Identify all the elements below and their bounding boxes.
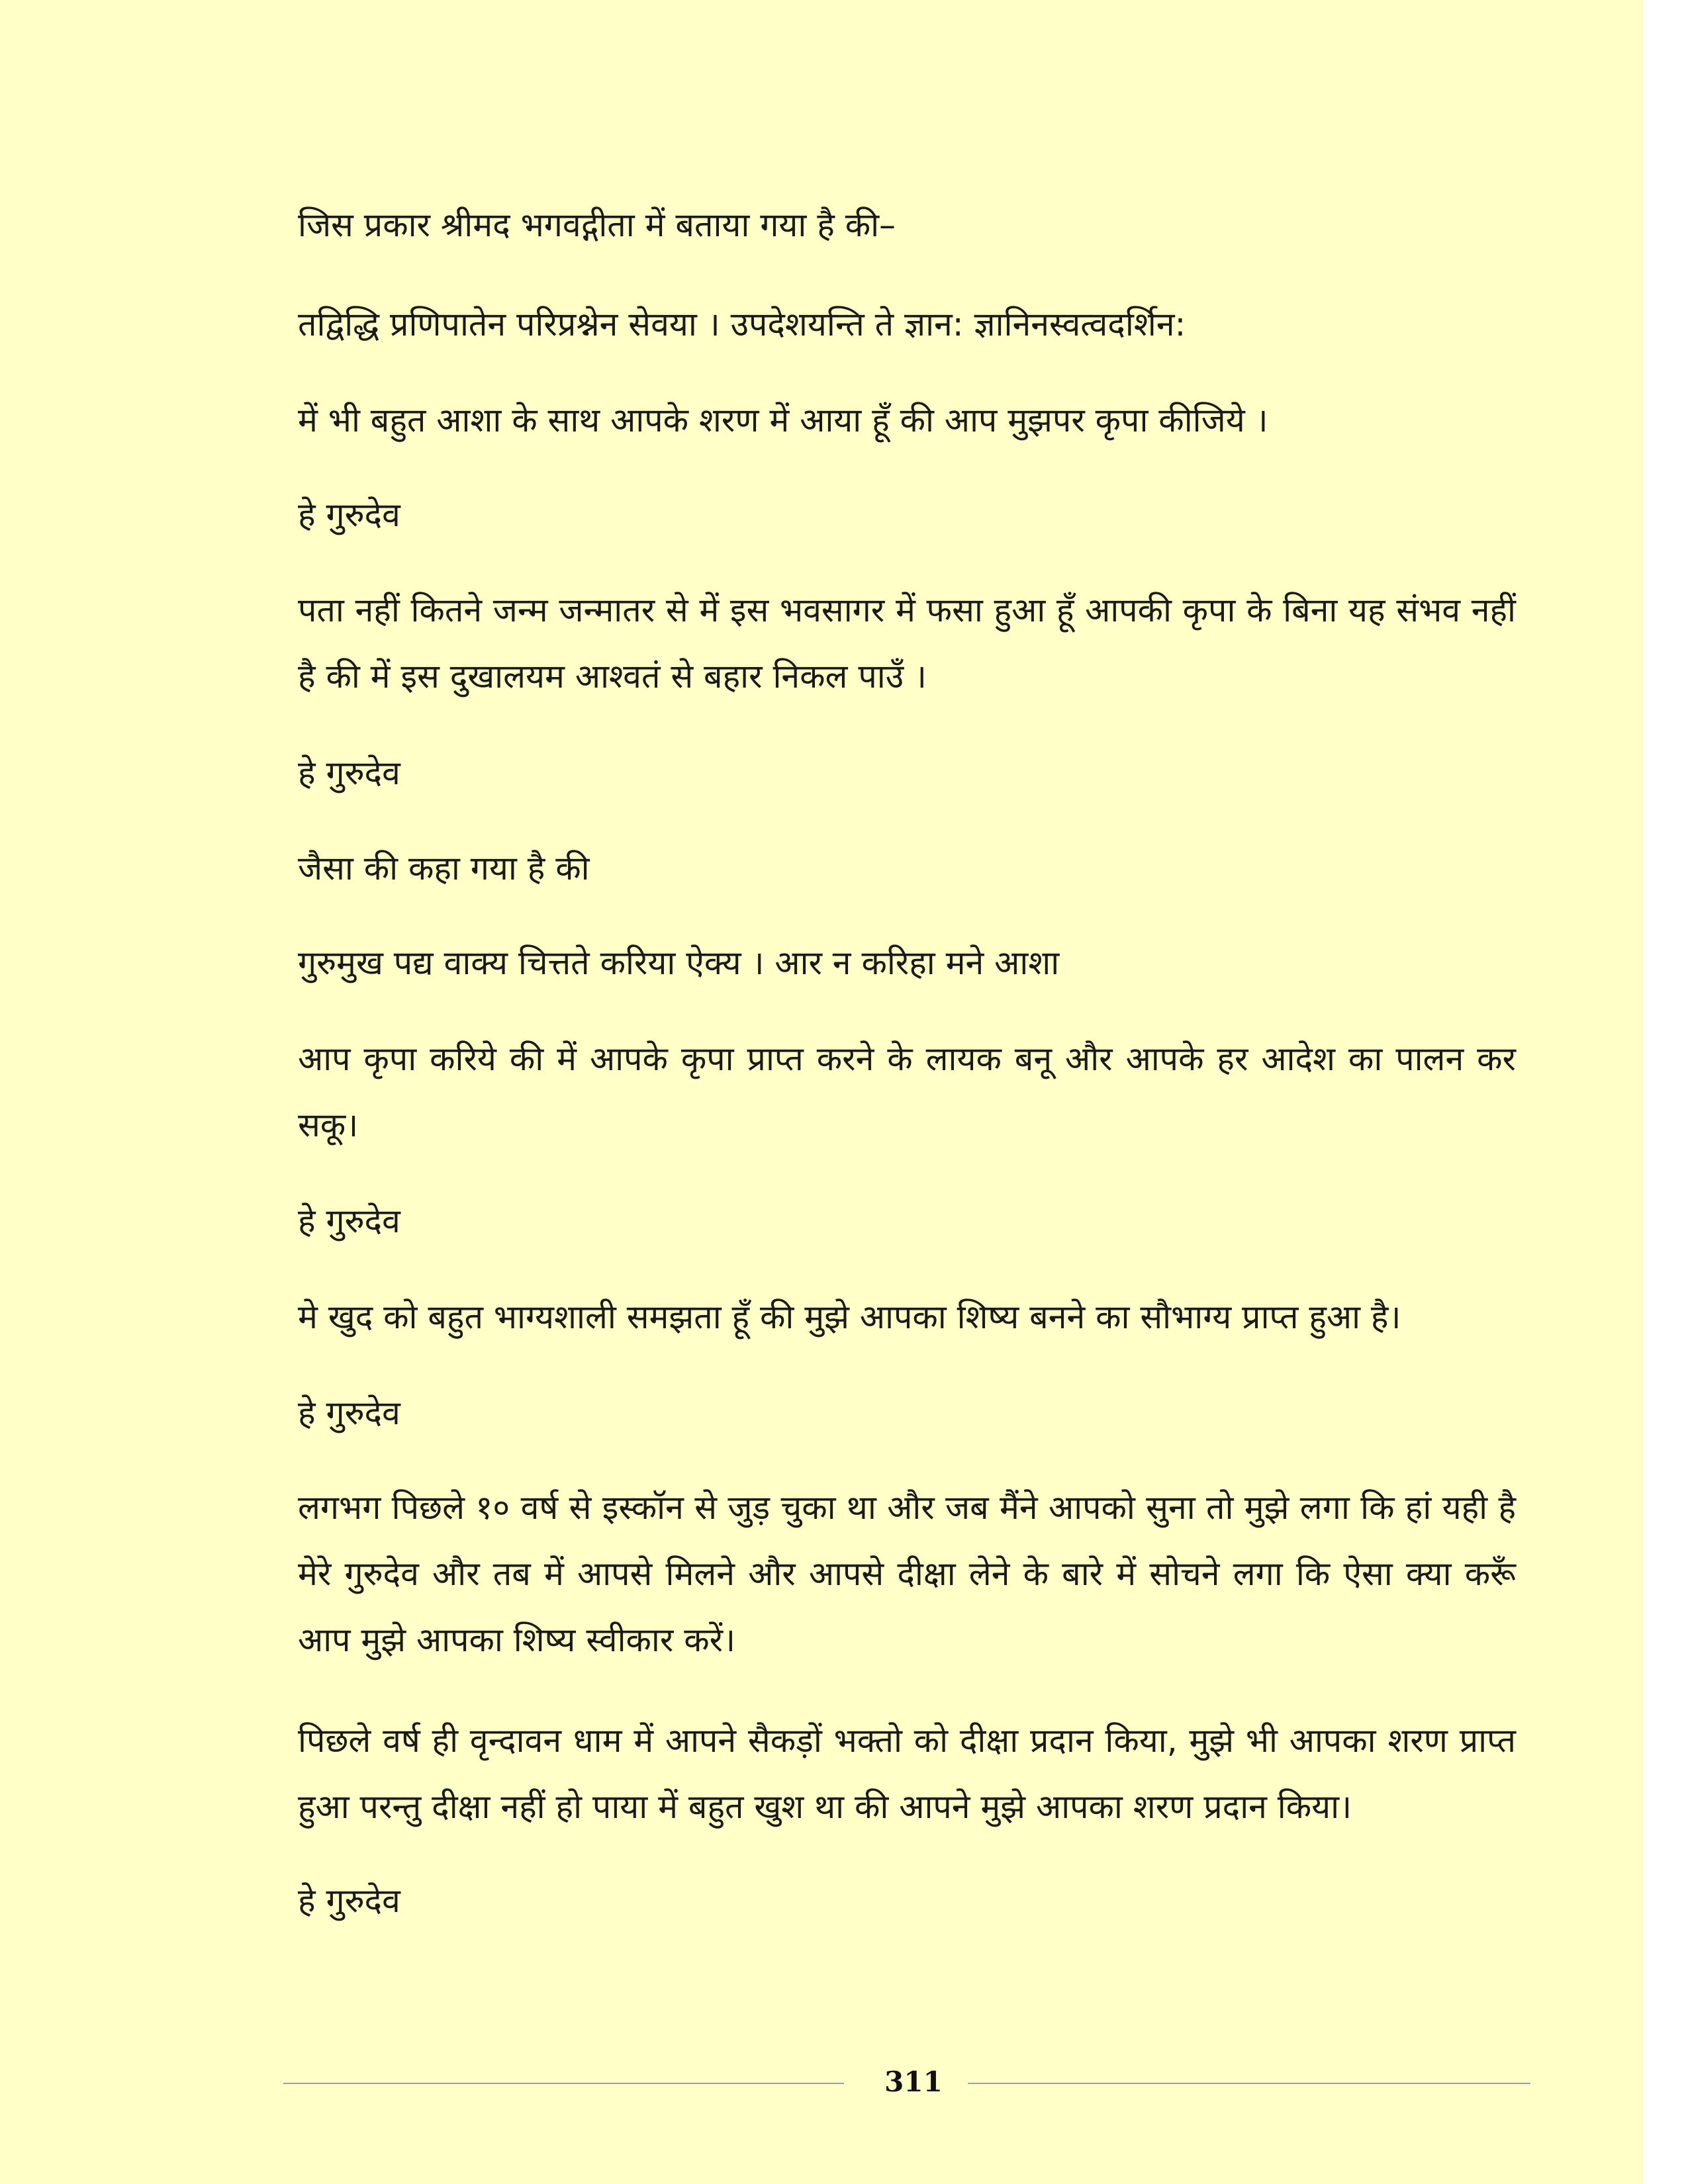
paragraph-kripa: आप कृपा करिये की में आपके कृपा प्राप्त करने के लायक बनू और आपके हर आदेश का पालन कर सकू।: [298, 1040, 1516, 1144]
paragraph-fortunate: मे खुद को बहुत भाग्यशाली समझता हूँ की मुझे आपका शिष्य बनने का सौभाग्य प्राप्त हुआ है।: [298, 1298, 1401, 1336]
footer-rule-left: [283, 2083, 844, 2084]
paragraph-hope: में भी बहुत आशा के साथ आपके शरण में आया हूँ की आप मुझपर कृपा कीजिये ।: [298, 401, 1268, 439]
footer-rule-right: [968, 2083, 1530, 2084]
paragraph-shloka-1: तद्विद्धि प्रणिपातेन परिप्रश्नेन सेवया । उपदेशयन्ति ते ज्ञान: ज्ञानिनस्वत्वदर्शिन:: [298, 305, 1186, 343]
heading-gurudev: हे गुरुदेव: [298, 1882, 400, 1920]
heading-gurudev: हे गुरुदेव: [298, 1394, 400, 1432]
heading-gurudev: हे गुरुदेव: [298, 1202, 400, 1240]
heading-gurudev: हे गुरुदेव: [298, 496, 400, 534]
paragraph-intro: जिस प्रकार श्रीमद भगवद्गीता में बताया गया है की–: [298, 206, 896, 244]
paragraph-iskcon: लगभग पिछले १० वर्ष से इस्कॉन से जुड़ चुका था और जब मैंने आपको सुना तो मुझे लगा कि हां यही है मेरे गुरुदेव और तब में आपसे मिलने और आपसे दीक्षा लेने के बारे में सोचने लगा कि ऐसा क्या करूँ आप मुझे आपका शिष्य स्वीकार करें।: [298, 1488, 1516, 1659]
page-number: 311: [884, 2066, 943, 2098]
heading-gurudev: हे गुरुदेव: [298, 754, 400, 792]
paragraph-shloka-2: गुरुमुख पद्य वाक्य चित्तते करिया ऐक्य । आर न करिहा मने आशा: [298, 944, 1060, 982]
paragraph-vrindavan: पिछले वर्ष ही वृन्दावन धाम में आपने सैकड़ों भक्तो को दीक्षा प्रदान किया, मुझे भी आपका शरण प्राप्त हुआ परन्तु दीक्षा नहीं हो पाया में बहुत खुश था की आपने मुझे आपका शरण प्रदान किया।: [298, 1721, 1516, 1826]
paragraph-as-said: जैसा की कहा गया है की: [298, 849, 590, 887]
paragraph-bhavsagar: पता नहीं कितने जन्म जन्मातर से में इस भवसागर में फसा हुआ हूँ आपकी कृपा के बिना यह संभव नहीं है की में इस दुखालयम आश्वतं से बहार निकल पाउँ ।: [298, 591, 1516, 696]
